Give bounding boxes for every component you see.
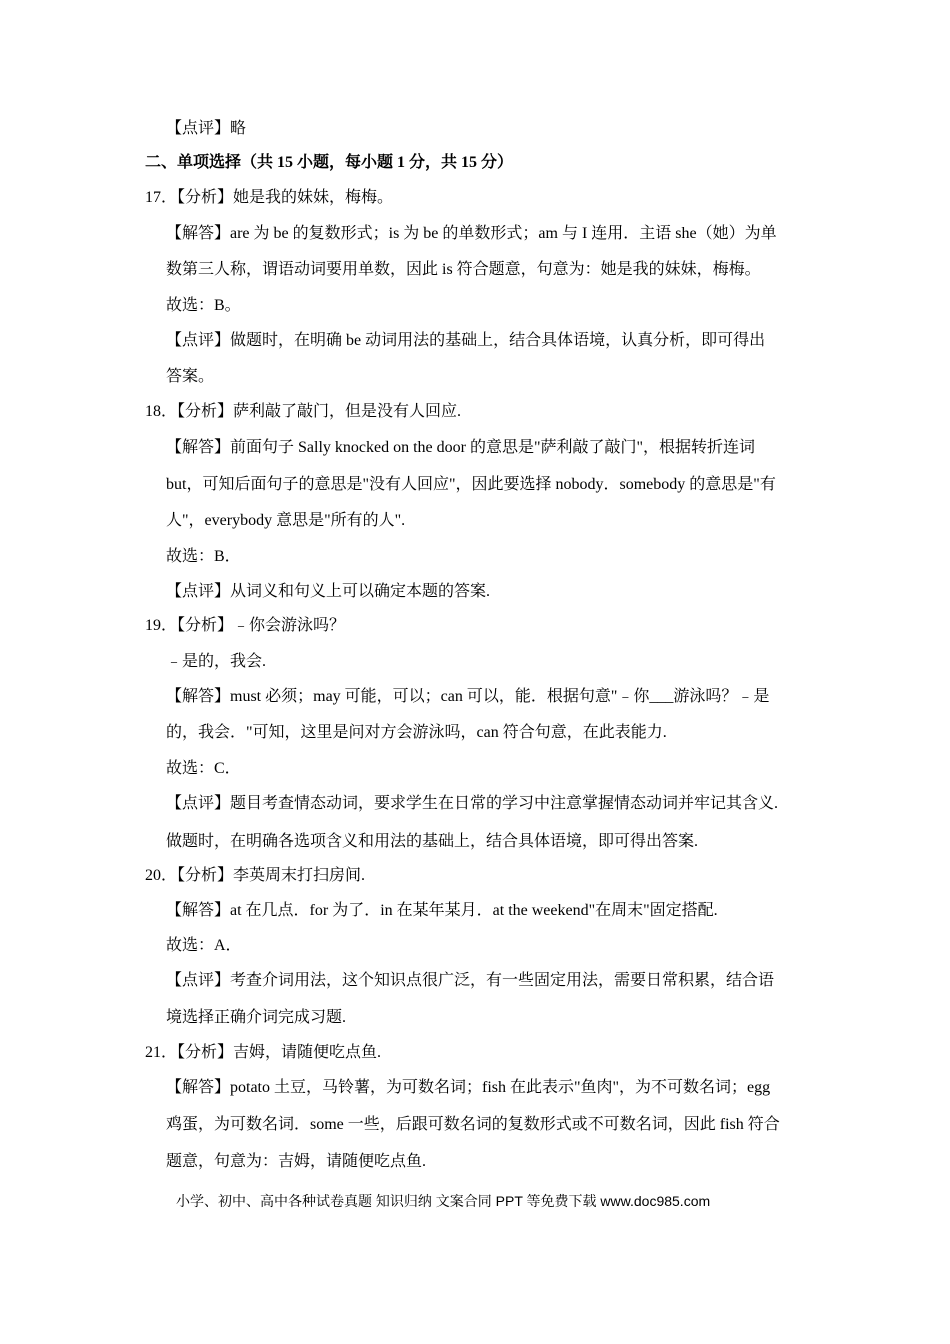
q20-choice: 故选：A． <box>166 937 242 954</box>
q18-answer-line-1: 【解答】前面句子 Sally knocked on the door 的意思是"萨利敲了敲门"，根据转折连词 <box>166 439 756 456</box>
q21-answer-line-3: 题意，句意为：吉姆，请随便吃点鱼. <box>166 1153 427 1170</box>
q17-answer-line-1: 【解答】are 为 be 的复数形式；is 为 be 的单数形式；am 与 I 连用．主语 she（她）为单 <box>166 225 777 242</box>
q18-comment: 【点评】从词义和句义上可以确定本题的答案. <box>166 583 491 600</box>
q19-analysis-line-2: ﹣是的，我会. <box>166 653 267 670</box>
q19-comment-line-1: 【点评】题目考查情态动词，要求学生在日常的学习中注意掌握情态动词并牢记其含义. <box>166 795 779 812</box>
q19-analysis: 19．【分析】﹣你会游泳吗？ <box>145 617 346 634</box>
section-heading: 二、单项选择（共 15 小题，每小题 1 分，共 15 分） <box>145 154 514 171</box>
q17-comment-line-2: 答案。 <box>166 368 215 385</box>
q18-choice: 故选：B． <box>166 548 241 565</box>
q18-answer-line-2: but，可知后面句子的意思是"没有人回应"，因此要选择 nobody．somebody 的意思是"有 <box>166 476 776 493</box>
q21-answer-line-1: 【解答】potato 土豆，马铃薯，为可数名词；fish 在此表示"鱼肉"，为不可数名词；egg <box>166 1079 771 1096</box>
page-footer: 小学、初中、高中各种试卷真题 知识归纳 文案合同 PPT 等免费下载 www.doc985.com <box>176 1193 711 1209</box>
q19-choice: 故选：C． <box>166 760 241 777</box>
q18-analysis: 18．【分析】萨利敲了敲门，但是没有人回应. <box>145 403 462 420</box>
q20-analysis: 20．【分析】李英周末打扫房间. <box>145 867 366 884</box>
q20-comment-line-2: 境选择正确介词完成习题. <box>166 1009 347 1026</box>
q17-choice: 故选：B。 <box>166 297 241 314</box>
q17-analysis: 17．【分析】她是我的妹妹，梅梅。 <box>145 189 394 206</box>
q21-analysis: 21．【分析】吉姆，请随便吃点鱼. <box>145 1044 382 1061</box>
q19-answer-line-1: 【解答】must 必须；may 可能，可以；can 可以，能．根据句意"﹣你___游泳吗？﹣是 <box>166 688 770 705</box>
q19-answer-line-2: 的，我会．"可知，这里是问对方会游泳吗，can 符合句意，在此表能力. <box>166 724 667 741</box>
q20-answer-line-1: 【解答】at 在几点．for 为了．in 在某年某月．at the weekend"在周末"固定搭配. <box>166 902 718 919</box>
q17-answer-line-2: 数第三人称，谓语动词要用单数，因此 is 符合题意，句意为：她是我的妹妹，梅梅。 <box>166 261 761 278</box>
intro-comment: 【点评】略 <box>166 120 247 137</box>
q21-answer-line-2: 鸡蛋，为可数名词．some 一些，后跟可数名词的复数形式或不可数名词，因此 fish 符合 <box>166 1116 780 1133</box>
q17-comment-line-1: 【点评】做题时，在明确 be 动词用法的基础上，结合具体语境，认真分析，即可得出 <box>166 332 766 349</box>
q18-answer-line-3: 人"，everybody 意思是"所有的人". <box>166 512 406 529</box>
q19-comment-line-2: 做题时，在明确各选项含义和用法的基础上，结合具体语境，即可得出答案. <box>166 833 699 850</box>
q20-comment-line-1: 【点评】考查介词用法，这个知识点很广泛，有一些固定用法，需要日常积累，结合语 <box>166 972 775 989</box>
